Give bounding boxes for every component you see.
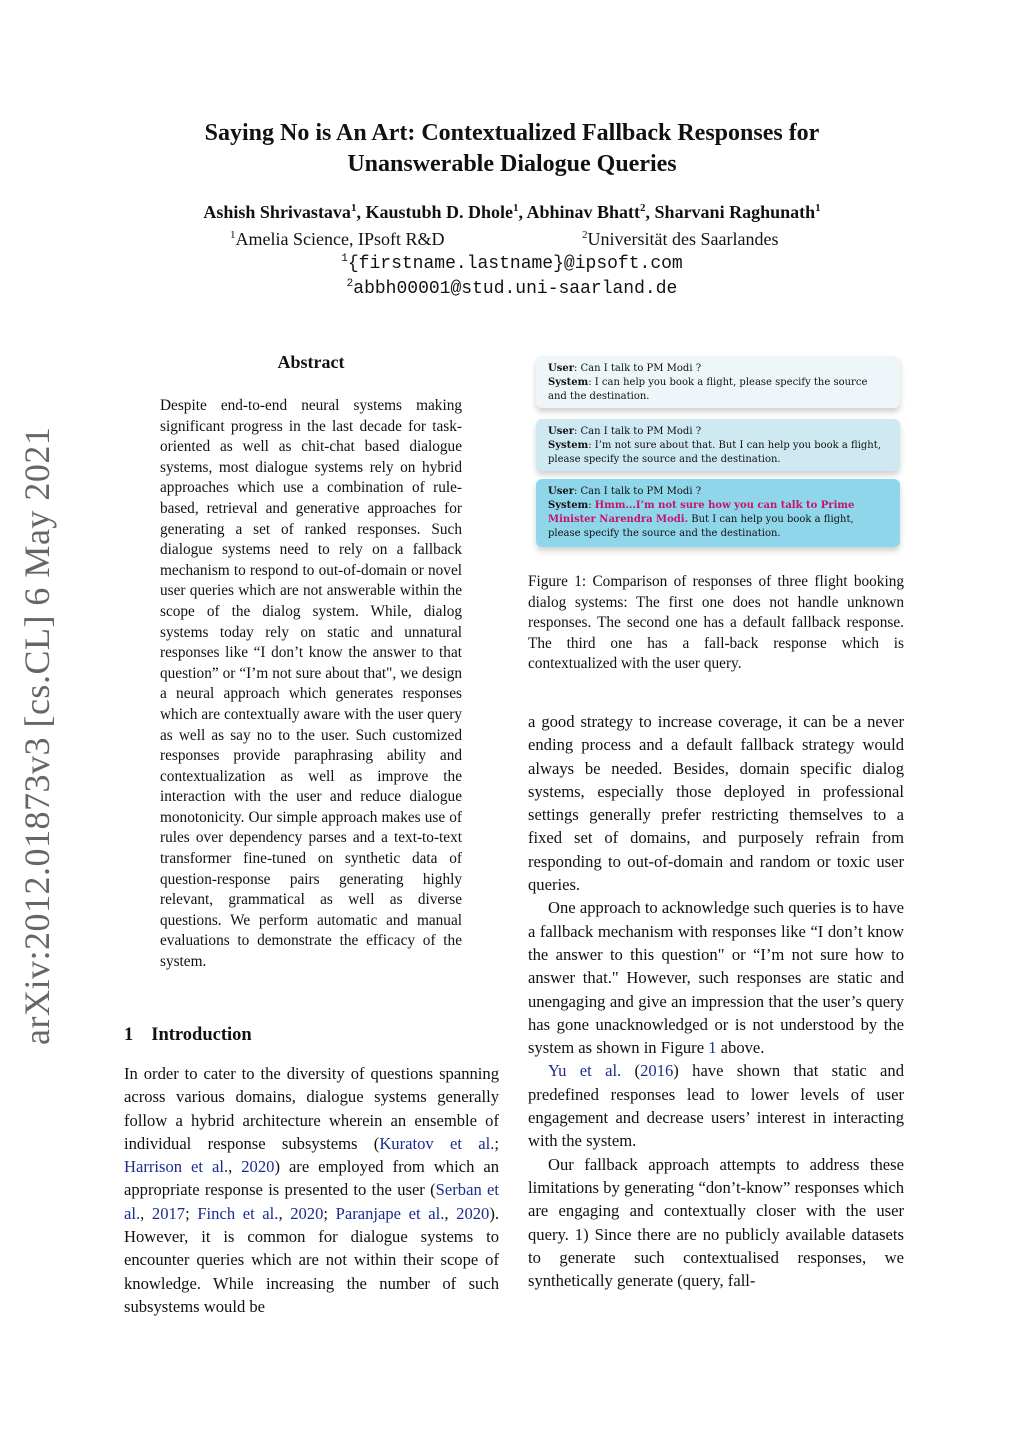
citation-year-link[interactable]: 2017: [151, 1203, 186, 1223]
affiliation-2: $^2$Universität des Saarlandes: [582, 229, 779, 249]
citation-year-link[interactable]: 2016: [640, 1061, 674, 1081]
figure-dialog-box-2: User: Can I talk to PM Modi ? System: I’m not sure about that. But I can help you book a flight, please specify the source and the destination.: [536, 419, 900, 471]
email-2[interactable]: $^2$abbh00001@stud.uni-saarland.de: [346, 278, 678, 299]
citation-link[interactable]: Yu et al.: [548, 1061, 622, 1081]
citation-year-link[interactable]: 2020: [290, 1203, 324, 1223]
abstract-text: Despite end-to-end neural systems making significant progress in the last decade for task-oriented as well as chit-chat based dialogue systems, most dialogue systems rely on hybrid approaches which use a combination of rule-based, retrieval and generative approaches for generating a set of ranked responses. Such dialogue systems need to rely on a fallback mechanism to respond to out-of-domain or novel user queries which are not answerable within the scope of the dialog system. While, dialog systems today rely on static and unnatural responses like “I don’t know the answer to that question” or “I’m not sure about that", we design a neural approach which generates responses which are contextually aware with the user query as well as say no to the user. Such customized responses provide paraphrasing ability and contextualization as well as improve the interaction with the user and reduce dialogue monotonicity. Our simple approach makes use of rules over dependency parses and a text-to-text transformer fine-tuned on synthetic data of question-response pairs generating highly relevant, grammatical as well as diverse questions. We perform automatic and manual evaluations to demonstrate the efficacy of the system.: [160, 397, 462, 971]
paragraph: a good strategy to increase coverage, it can be a never ending process and a default fallback strategy would always be needed. Besides, domain specific dialog systems, especially those deployed in professional settings generally prefer restricting themselves to a fixed set of domains, and purposely refrain from responding to out-of-domain and random or toxic user queries.: [528, 712, 904, 895]
title-line-1: Saying No is An Art: Contextualized Fallback Responses for: [204, 120, 820, 146]
paragraph: In order to cater to the diversity of questions spanning across various domains, dialogue systems generally follow a hybrid architecture wherein an ensemble of individual response subsystems (Kuratov et al.; Harrison et al., 2020) are employed from which an appropriate response is presented to the user (Serban et al., 2017; Finch et al., 2020; Paranjape et al., 2020). However, it is common for dialogue systems to encounter queries which are not within their scope of knowledge. While increasing the number of such subsystems would be: [124, 1064, 500, 1316]
citation-link[interactable]: Serban et al.: [124, 1180, 500, 1223]
author-sup: 2: [640, 202, 646, 214]
paragraph: Our fallback approach attempts to address these limitations by generating “don’t-know” responses which are engaging and contextually closer with the user query. 1) Since there are no publicly available datasets to generate such contextualised responses, we synthetically generate (query, fall-: [528, 1154, 904, 1291]
figure-dialog-box-3: User: Can I talk to PM Modi ? System: Hmm...I’m not sure how you can talk to Prime Minister Narendra Modi. But I can help you book a flight, please specify the source and the destination.: [536, 479, 900, 547]
author-name: Abhinav Bhatt: [526, 202, 641, 222]
author-name: Kaustubh D. Dhole: [365, 202, 513, 222]
paper-title: [120, 118, 904, 180]
author-sup: 1: [815, 202, 821, 214]
citation-link[interactable]: Finch et al.: [197, 1203, 279, 1223]
abstract-heading: Abstract: [277, 352, 345, 372]
author-sup: 1: [350, 202, 357, 214]
citation-link[interactable]: Paranjape et al.: [335, 1203, 445, 1223]
figure-caption: Figure 1: Comparison of responses of three flight booking dialog systems: The first one does not handle unknown responses. The second one has a default fallback response. The third one has a fall-back response which is contextualized with the user query.: [528, 573, 904, 673]
citation-link[interactable]: Kuratov et al.: [379, 1133, 495, 1153]
email-1[interactable]: $^1${firstname.lastname}@ipsoft.com: [341, 253, 683, 274]
citation-link[interactable]: Harrison et al.: [124, 1157, 229, 1177]
intro-left-column: [124, 1062, 499, 1318]
affiliation-1: $^1$Amelia Science, IPsoft R&D: [230, 229, 445, 249]
author-name: Ashish Shrivastava: [203, 202, 351, 222]
contextual-fallback-highlight: Hmm...I’m not sure how you can talk to Prime Minister Narendra Modi.: [548, 500, 855, 525]
author-name: Sharvani Raghunath: [654, 202, 816, 222]
section-heading: 1 Introduction: [124, 1025, 252, 1045]
author-list: Ashish Shrivastava$^1$, Kaustubh D. Dhole$^1$, Abhinav Bhatt$^2$, Sharvani Raghunath$^1$: [203, 202, 821, 222]
figure-ref-link[interactable]: 1: [708, 1038, 717, 1058]
intro-right-column: [528, 710, 904, 1292]
arxiv-stamp: arXiv:2012.01873v3 [cs.CL] 6 May 2021: [17, 426, 57, 1045]
citation-year-link[interactable]: 2020: [241, 1157, 275, 1177]
citation-year-link[interactable]: 2020: [456, 1203, 490, 1223]
title-line-2: Unanswerable Dialogue Queries: [347, 151, 677, 177]
figure-dialog-box-1: User: Can I talk to PM Modi ? System: I can help you book a flight, please specify the source and the destination.: [536, 356, 900, 408]
author-sup: 1: [512, 202, 519, 214]
paragraph: Yu et al. (2016) have shown that static and predefined responses lead to lower levels of user engagement and decrease users’ interest in interacting with the system.: [528, 1061, 904, 1151]
paragraph: One approach to acknowledge such queries is to have a fallback mechanism with responses like “I don’t know the answer to this question" or “I’m not sure how to answer that." However, such responses are static and unengaging and give an impression that the user’s query has gone unacknowledged or is not understood by the system as shown in Figure 1 above.: [528, 898, 904, 1058]
